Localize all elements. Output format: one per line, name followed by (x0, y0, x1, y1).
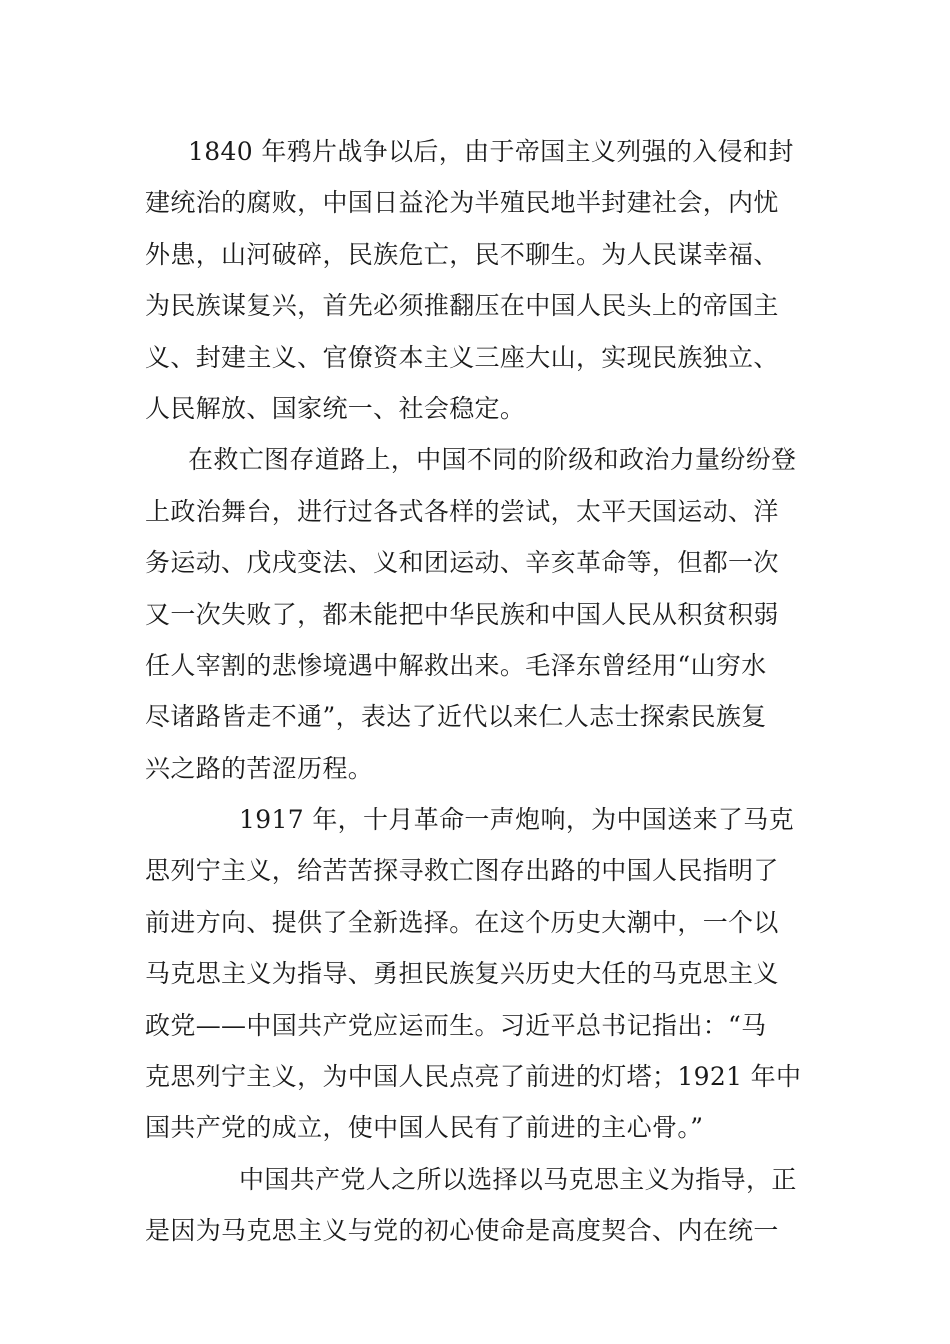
text-line: 任人宰割的悲惨境遇中解救出来。毛泽东曾经用“山穷水 (145, 650, 767, 680)
text-line: 是因为马克思主义与党的初心使命是高度契合、内在统一 (145, 1216, 779, 1246)
text-line: 中国共产党人之所以选择以马克思主义为指导，正 (239, 1164, 797, 1194)
text-line: 兴之路的苦涩历程。 (145, 753, 374, 783)
text-line: 1840 年鸦片战争以后，由于帝国主义列强的入侵和封 (188, 137, 794, 166)
paragraph-4 (145, 1154, 811, 1257)
text-line: 又一次失败了，都未能把中华民族和中国人民从积贫积弱 (145, 599, 779, 629)
paragraph-2 (145, 434, 811, 794)
text-line: 外患，山河破碎，民族危亡，民不聊生。为人民谋幸福、 (145, 239, 779, 269)
text-line: 义、封建主义、官僚资本主义三座大山，实现民族独立、 (145, 342, 779, 372)
text-line: 前进方向、提供了全新选择。在这个历史大潮中，一个以 (145, 907, 779, 937)
text-line: 国共产党的成立，使中国人民有了前进的主心骨。” (145, 1113, 704, 1143)
paragraph-3 (145, 794, 811, 1154)
text-line: 克思列宁主义，为中国人民点亮了前进的灯塔；1921 年中 (145, 1062, 802, 1092)
paragraph-1 (145, 126, 811, 434)
text-line: 务运动、戊戌变法、义和团运动、辛亥革命等，但都一次 (145, 548, 779, 578)
text-line: 政党——中国共产党应运而生。习近平总书记指出：“马 (145, 1010, 767, 1040)
text-line: 在救亡图存道路上，中国不同的阶级和政治力量纷纷登 (188, 445, 797, 475)
text-line: 尽诸路皆走不通”，表达了近代以来仁人志士探索民族复 (145, 702, 767, 732)
text-line: 建统治的腐败，中国日益沦为半殖民地半封建社会，内忧 (145, 188, 779, 218)
body-text (145, 126, 811, 1257)
text-line: 马克思主义为指导、勇担民族复兴历史大任的马克思主义 (145, 959, 779, 989)
text-line: 上政治舞台，进行过各式各样的尝试，太平天国运动、洋 (145, 496, 779, 526)
text-line: 人民解放、国家统一、社会稳定。 (145, 393, 526, 423)
text-line: 1917 年，十月革命一声炮响，为中国送来了马克 (239, 805, 794, 835)
text-line: 思列宁主义，给苦苦探寻救亡图存出路的中国人民指明了 (145, 856, 779, 886)
text-line: 为民族谋复兴，首先必须推翻压在中国人民头上的帝国主 (145, 291, 779, 321)
